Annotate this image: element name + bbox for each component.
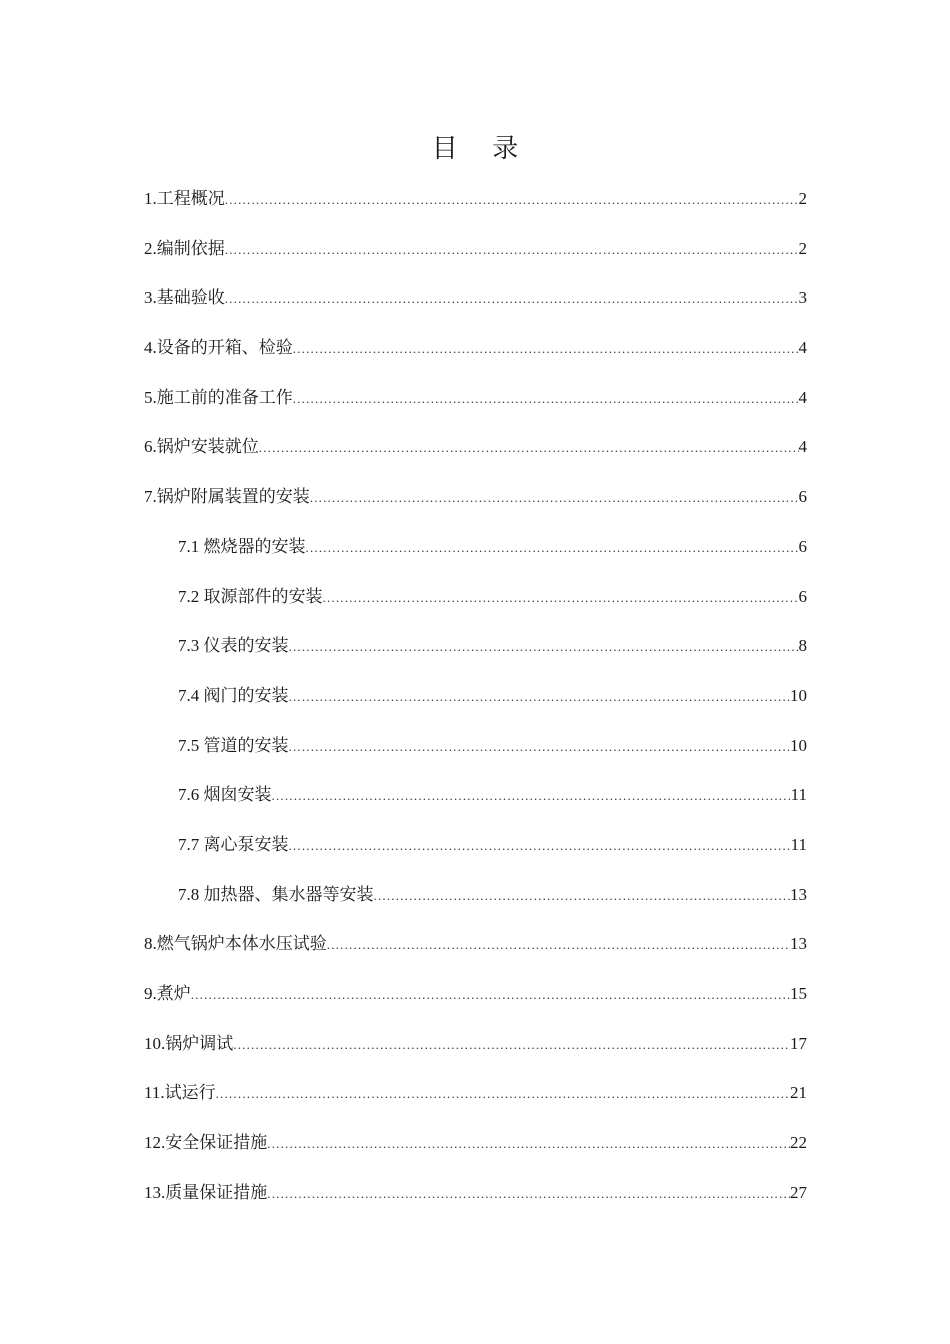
toc-entry-page: 8 (798, 636, 807, 656)
toc-entry-page: 4 (798, 437, 807, 457)
toc-entry-page: 6 (798, 487, 807, 507)
toc-entry[interactable] (144, 482, 807, 532)
toc-entry-label: 2.编制依据 (144, 238, 225, 258)
toc-entry[interactable] (144, 432, 807, 482)
toc-entry-page: 13 (790, 884, 807, 904)
toc-entry-page: 11 (790, 785, 807, 805)
toc-dot-leader (216, 1079, 790, 1109)
toc-dot-leader (225, 185, 799, 215)
toc-entry-page: 17 (790, 1033, 807, 1053)
toc-subentry[interactable] (144, 731, 807, 781)
toc-entry-page: 4 (798, 387, 807, 407)
toc-entry[interactable] (144, 1078, 807, 1128)
toc-entry-label: 7.5 管道的安装 (178, 735, 289, 755)
toc-subentry[interactable] (144, 681, 807, 731)
toc-subentry[interactable] (144, 780, 807, 830)
toc-entry-label: 5.施工前的准备工作 (144, 387, 293, 407)
toc-dot-leader (323, 583, 799, 613)
toc-subentry[interactable] (144, 631, 807, 681)
toc-entry-label: 10.锅炉调试 (144, 1033, 234, 1053)
toc-entry-page: 22 (790, 1133, 807, 1153)
toc-dot-leader (267, 1129, 790, 1159)
toc-entry-label: 7.锅炉附属装置的安装 (144, 487, 310, 507)
toc-dot-leader (225, 235, 799, 265)
toc-entry-page: 15 (790, 984, 807, 1003)
toc-dot-leader (310, 483, 799, 513)
toc-entry-page: 13 (790, 934, 807, 954)
toc-entry-label: 3.基础验收 (144, 288, 225, 308)
toc-entry-label: 11.试运行 (144, 1083, 216, 1103)
toc-dot-leader (259, 433, 799, 463)
toc-entry-label: 7.3 仪表的安装 (178, 636, 289, 656)
toc-dot-leader (293, 334, 799, 364)
toc-subentry[interactable] (144, 830, 807, 880)
toc-entry-label: 8.燃气锅炉本体水压试验 (144, 934, 327, 954)
toc-entry-label: 7.4 阀门的安装 (178, 685, 289, 705)
toc-entry-page: 4 (798, 338, 807, 358)
toc-entry-page: 10 (790, 735, 807, 755)
toc-entry-label: 4.设备的开箱、检验 (144, 338, 293, 358)
toc-entry[interactable] (144, 929, 807, 979)
toc-entry-label: 13.质量保证措施 (144, 1182, 268, 1202)
toc-dot-leader (289, 831, 791, 861)
toc-dot-leader (327, 930, 790, 960)
toc-entry[interactable] (144, 383, 807, 433)
toc-entry[interactable] (144, 283, 807, 333)
toc-entry-page: 27 (790, 1182, 807, 1202)
toc-dot-leader (225, 284, 799, 314)
toc-dot-leader (191, 980, 790, 1010)
toc-dot-leader (233, 1030, 790, 1060)
toc-dot-leader (374, 881, 791, 911)
toc-dot-leader (293, 384, 799, 414)
toc-entry-page: 21 (790, 1083, 807, 1103)
toc-entry[interactable] (144, 1128, 807, 1178)
toc-subentry[interactable] (144, 582, 807, 632)
toc-dot-leader (267, 1179, 790, 1209)
toc-subentry[interactable] (144, 880, 807, 930)
toc-entry[interactable] (144, 234, 807, 284)
toc-entry-page: 10 (790, 685, 807, 705)
toc-entry-label: 7.7 离心泵安装 (178, 834, 289, 854)
toc-entry[interactable] (144, 1029, 807, 1079)
toc-entry-label: 9.煮炉 (144, 984, 191, 1003)
toc-entry[interactable] (144, 184, 807, 234)
toc-subentry[interactable] (144, 532, 807, 582)
toc-entry[interactable] (144, 1178, 807, 1228)
toc-list (144, 184, 807, 1227)
toc-dot-leader (289, 682, 791, 712)
toc-entry-page: 3 (798, 288, 807, 308)
toc-entry-label: 7.2 取源部件的安装 (178, 586, 323, 606)
toc-entry-page: 6 (798, 586, 807, 606)
toc-dot-leader (272, 781, 791, 811)
toc-entry-page: 11 (790, 834, 807, 854)
toc-entry-label: 6.锅炉安装就位 (144, 437, 259, 457)
toc-dot-leader (289, 632, 799, 662)
toc-dot-leader (306, 533, 799, 563)
toc-entry-label: 1.工程概况 (144, 189, 225, 208)
toc-title: 目 录 (431, 134, 533, 163)
toc-entry-page: 2 (798, 238, 807, 258)
toc-entry-label: 7.8 加热器、集水器等安装 (178, 884, 374, 904)
toc-dot-leader (289, 732, 791, 762)
toc-entry-label: 7.1 燃烧器的安装 (178, 536, 306, 556)
toc-entry-page: 6 (798, 536, 807, 556)
toc-entry-page: 2 (798, 189, 807, 208)
toc-entry-label: 12.安全保证措施 (144, 1133, 268, 1153)
toc-entry[interactable] (144, 333, 807, 383)
toc-entry-label: 7.6 烟囱安装 (178, 785, 272, 805)
toc-entry[interactable] (144, 979, 807, 1029)
